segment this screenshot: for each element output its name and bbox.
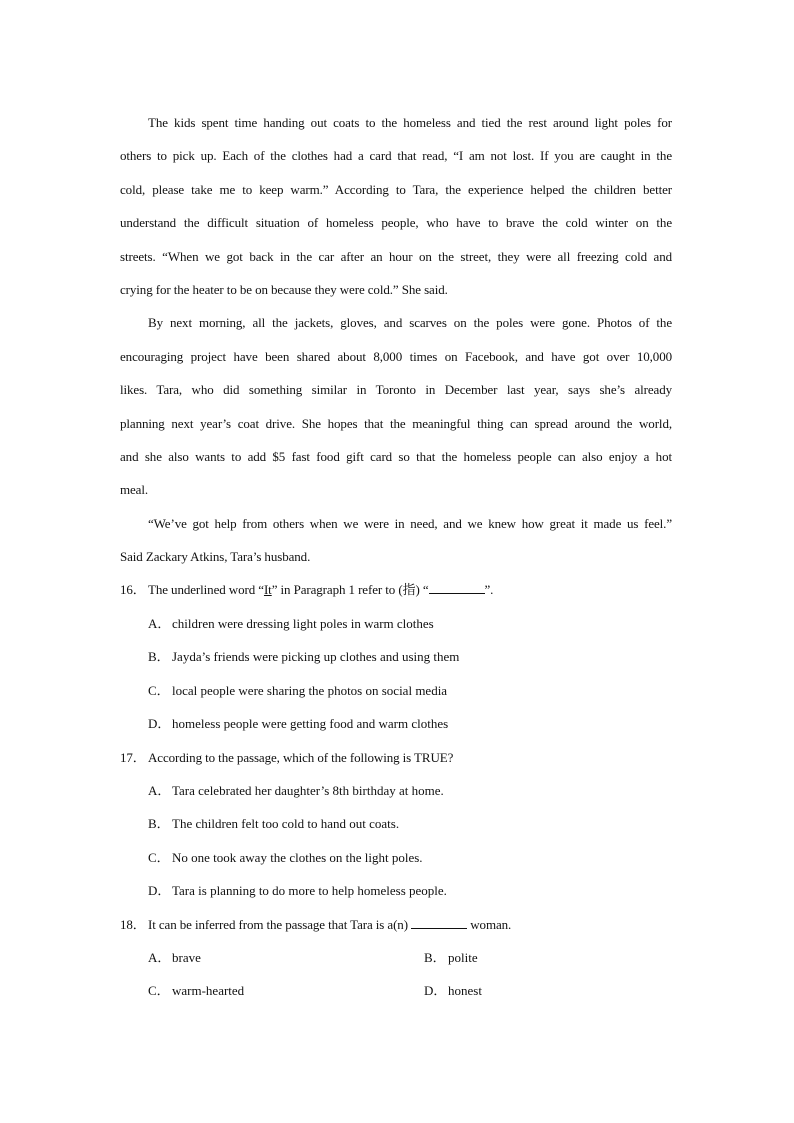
text-line: streets. “When we got back in the car after an hour on the street, they were all freezing cold and xyxy=(120,248,672,264)
question-number: 18． xyxy=(120,916,146,932)
text-line: meal. xyxy=(120,482,149,498)
passage-paragraph-3 xyxy=(120,507,672,574)
option-text: No one took away the clothes on the light poles. xyxy=(172,849,423,865)
stem-text: The underlined word “ xyxy=(148,582,264,598)
option-text: Tara is planning to do more to help homeless people. xyxy=(172,883,447,899)
option-d[interactable] xyxy=(396,974,672,1007)
option-letter: A． xyxy=(148,782,171,798)
text-line: The kids spent time handing out coats to the homeless and tied the rest around light poles for xyxy=(148,115,672,130)
question-number: 17． xyxy=(120,749,146,765)
text-line: By next morning, all the jackets, gloves, and scarves on the poles were gone. Photos of the xyxy=(148,315,672,331)
option-letter: C． xyxy=(148,849,170,865)
text-line: Said Zackary Atkins, Tara’s husband. xyxy=(120,549,311,565)
option-text: The children felt too cold to hand out coats. xyxy=(172,816,400,832)
option-letter: A． xyxy=(148,615,171,631)
option-text: polite xyxy=(448,949,478,965)
stem-text: It can be inferred from the passage that Tara is a(n) xyxy=(148,916,408,932)
option-letter: D． xyxy=(148,716,171,732)
text-line: understand the difficult situation of homeless people, who have to brave the cold winter on the xyxy=(120,215,672,231)
option-text: Jayda’s friends were picking up clothes and using them xyxy=(172,649,460,665)
stem-text: woman. xyxy=(470,916,512,932)
option-letter: C． xyxy=(148,682,170,698)
option-c[interactable] xyxy=(120,974,396,1007)
option-text: children were dressing light poles in warm clothes xyxy=(172,615,434,631)
text-line: and she also wants to add $5 fast food gift card so that the homeless people can also enjoy a hot xyxy=(120,448,672,464)
option-text: warm-hearted xyxy=(172,983,245,999)
option-row xyxy=(120,974,672,1007)
option-text: Tara celebrated her daughter’s 8th birthday at home. xyxy=(172,782,444,798)
option-a[interactable] xyxy=(120,941,396,974)
question-16 xyxy=(120,573,672,740)
text-line: crying for the heater to be on because they were cold.” She said. xyxy=(120,281,448,297)
option-text: honest xyxy=(448,983,482,999)
option-letter: D． xyxy=(148,883,171,899)
option-text: local people were sharing the photos on social media xyxy=(172,682,448,698)
text-line: others to pick up. Each of the clothes had a card that read, “I am not lost. If you are caught in the xyxy=(120,148,672,164)
answer-blank[interactable] xyxy=(429,582,485,594)
stem-text: According to the passage, which of the following is TRUE? xyxy=(148,749,454,765)
option-a[interactable] xyxy=(120,774,672,807)
question-stem xyxy=(120,741,672,774)
option-letter: B． xyxy=(148,649,170,665)
question-stem xyxy=(120,573,672,606)
underlined-word: It xyxy=(263,582,272,598)
option-b[interactable] xyxy=(120,640,672,673)
option-c[interactable] xyxy=(120,674,672,707)
option-text: brave xyxy=(172,949,201,965)
option-letter: A． xyxy=(148,949,171,965)
option-letter: C． xyxy=(148,983,170,999)
option-b[interactable] xyxy=(396,941,672,974)
text-line: planning next year’s coat drive. She hopes that the meaningful thing can spread around the world, xyxy=(120,415,672,431)
exam-page xyxy=(120,106,672,1008)
text-line: “We’ve got help from others when we were in need, and we knew how great it made us feel.” xyxy=(148,515,672,531)
option-d[interactable] xyxy=(120,874,672,907)
option-text: homeless people were getting food and warm clothes xyxy=(172,716,449,732)
question-17 xyxy=(120,741,672,908)
passage-paragraph-1 xyxy=(120,106,672,306)
passage-paragraph-2 xyxy=(120,306,672,506)
option-row xyxy=(120,941,672,974)
stem-text: ”. xyxy=(484,582,494,598)
option-letter: B． xyxy=(148,816,170,832)
stem-text: ” in Paragraph 1 refer to (指) “ xyxy=(271,582,429,598)
text-line: encouraging project have been shared about 8,000 times on Facebook, and have got over 10,000 xyxy=(120,348,672,364)
option-d[interactable] xyxy=(120,707,672,740)
option-b[interactable] xyxy=(120,807,672,840)
option-c[interactable] xyxy=(120,841,672,874)
question-18 xyxy=(120,908,672,1008)
text-line: cold, please take me to keep warm.” According to Tara, the experience helped the children better xyxy=(120,181,672,197)
option-letter: D． xyxy=(424,983,447,999)
option-letter: B． xyxy=(424,949,446,965)
question-stem xyxy=(120,908,672,941)
question-number: 16． xyxy=(120,582,146,598)
answer-blank[interactable] xyxy=(411,917,467,929)
option-a[interactable] xyxy=(120,607,672,640)
text-line: likes. Tara, who did something similar in Toronto in December last year, says she’s already xyxy=(120,382,672,398)
